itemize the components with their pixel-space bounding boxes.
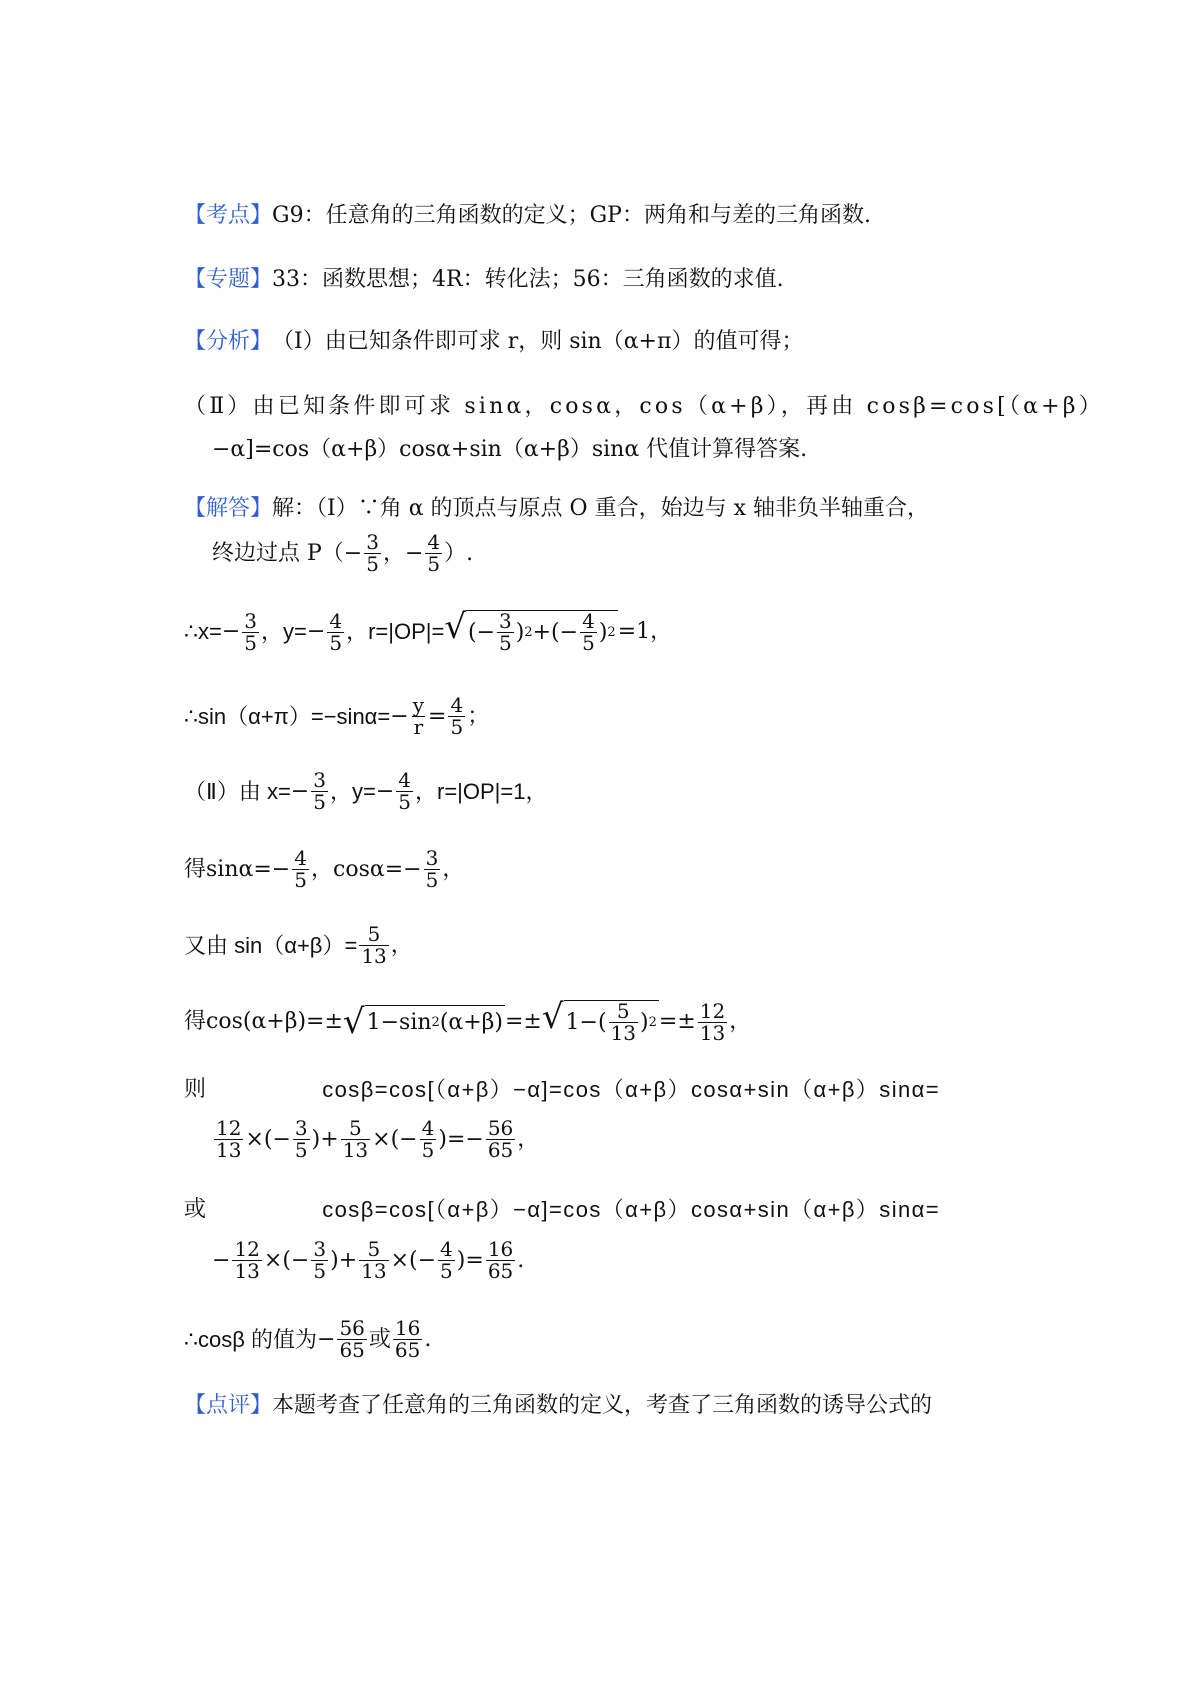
- minus-sign: −: [404, 540, 424, 566]
- text-segment: =−: [384, 856, 422, 882]
- text-segment: ): [598, 619, 608, 645]
- radical-sign: √: [342, 1002, 365, 1042]
- denominator: 5: [366, 552, 379, 576]
- minus-sign: −: [375, 778, 395, 804]
- denominator: 65: [487, 1138, 514, 1162]
- text-segment: 终边过点 P（: [212, 540, 344, 566]
- text-segment: ，: [517, 1126, 540, 1152]
- numerator: 3: [313, 1237, 327, 1261]
- text-segment: +(−: [532, 619, 579, 645]
- times-sign: ×: [245, 1126, 264, 1152]
- denominator: 13: [699, 1020, 726, 1045]
- fraction: [337, 1318, 366, 1361]
- minus-sign: −: [317, 1326, 336, 1352]
- fraction: [580, 611, 597, 654]
- numerator: 5: [349, 1116, 362, 1140]
- jieda-tag: 【解答】: [184, 496, 273, 521]
- denominator: 13: [610, 1021, 637, 1045]
- fenxi-text-1: （Ⅰ）由已知条件即可求 r，则 sin（α+π）的值可得；: [272, 329, 804, 354]
- jieda-line-8: [184, 997, 752, 1045]
- numerator: 56: [487, 1116, 514, 1140]
- exponent: 2: [431, 1015, 440, 1030]
- exponent: 2: [607, 625, 616, 640]
- text-segment: ，y=: [261, 619, 307, 644]
- numerator: 3: [499, 609, 512, 633]
- radical-sign: √: [541, 997, 564, 1037]
- kaodian-tag: 【考点】: [184, 203, 273, 228]
- fenxi-line-3: [212, 439, 807, 461]
- radical-sign: √: [444, 607, 466, 647]
- text-segment: ；: [467, 703, 490, 729]
- fraction: [698, 998, 727, 1045]
- denominator: 5: [427, 552, 441, 576]
- jieda-line-11: [184, 1318, 431, 1361]
- exponent: 2: [524, 625, 533, 640]
- denominator: 13: [361, 944, 387, 968]
- numerator: 4: [440, 1237, 453, 1261]
- denominator: 65: [339, 1338, 365, 1362]
- text-segment: =−: [446, 1126, 484, 1152]
- numerator: 5: [367, 1237, 381, 1261]
- text-segment: ，r=|OP|=: [346, 619, 445, 644]
- text-segment: ∴cosβ 的值为: [184, 1326, 317, 1352]
- text-segment: ): [640, 1009, 649, 1035]
- text-segment: ，: [390, 932, 413, 958]
- text-segment: ): [311, 1126, 321, 1152]
- text-segment: =1，: [617, 619, 673, 644]
- text-segment: 则: [184, 1077, 207, 1102]
- fraction: [232, 1239, 261, 1282]
- fraction: [393, 1318, 422, 1361]
- fraction: [311, 1239, 328, 1282]
- square-root: [342, 1002, 505, 1042]
- kaodian-text: G9：任意角的三角函数的定义；GP：两角和与差的三角函数.: [272, 203, 871, 228]
- fraction: [292, 848, 309, 891]
- numerator: 3: [425, 846, 439, 870]
- text-segment: ）.: [444, 540, 474, 566]
- times-sign: ×: [390, 1247, 410, 1273]
- denominator: 13: [234, 1259, 260, 1283]
- minus-sign: −: [343, 540, 363, 566]
- jieda-line-4: [184, 695, 489, 738]
- square-root: [541, 997, 659, 1045]
- denominator: 5: [421, 1138, 435, 1162]
- fraction: [448, 695, 465, 738]
- denominator: 5: [582, 631, 595, 655]
- numerator: 16: [487, 1237, 514, 1261]
- text-segment: cos(α+β)=±: [206, 1009, 343, 1034]
- numerator: 16: [394, 1316, 421, 1340]
- text-segment: 1−sin: [366, 1009, 432, 1035]
- jieda-line-3: [184, 607, 673, 655]
- denominator: 5: [244, 630, 258, 655]
- text-segment: (−: [263, 1126, 291, 1152]
- square-root: [444, 607, 617, 655]
- kaodian-line: [184, 205, 871, 227]
- denominator: 5: [294, 868, 307, 892]
- text-segment: .: [517, 1247, 525, 1273]
- text-segment: ∴sin（α+π）=−sinα=: [184, 703, 391, 729]
- numerator: 3: [313, 768, 326, 792]
- jieda-line-9b: [212, 1118, 539, 1161]
- radicand: [564, 1000, 659, 1044]
- jieda-line-10: [184, 1199, 940, 1221]
- jieda-line-2: [212, 532, 473, 575]
- denominator: 13: [342, 1138, 369, 1162]
- zhuanti-line: [184, 269, 784, 291]
- fraction: [327, 608, 344, 655]
- fraction: [396, 770, 413, 813]
- minus-sign: −: [221, 619, 241, 644]
- numerator: 4: [421, 1116, 435, 1140]
- denominator: 5: [499, 631, 512, 655]
- denominator: 5: [440, 1259, 453, 1283]
- fraction: [438, 1239, 455, 1282]
- denominator: 5: [313, 1259, 327, 1283]
- numerator: 3: [366, 530, 379, 554]
- jieda-text-1: 解：（Ⅰ）∵角 α 的顶点与原点 O 重合，始边与 x 轴非负半轴重合，: [272, 496, 929, 521]
- text-segment: ，: [310, 856, 333, 882]
- numerator: 4: [294, 846, 307, 870]
- text-segment: 得: [184, 856, 207, 882]
- numerator: 12: [234, 1237, 260, 1261]
- numerator: 3: [294, 1116, 308, 1140]
- fraction: [311, 770, 328, 813]
- text-segment: ，y=: [329, 778, 376, 804]
- text-segment: ，: [382, 540, 405, 566]
- numerator: 3: [244, 608, 258, 633]
- text-segment: ，r=|OP|=1，: [415, 778, 548, 804]
- text-segment: cosβ=cos[（α+β）−α]=cos（α+β）cosα+sin（α+β）sinα=: [322, 1197, 940, 1222]
- denominator: 5: [398, 790, 411, 814]
- text-segment: sinα: [206, 856, 254, 882]
- fenxi-text-3: −α]=cos（α+β）cosα+sin（α+β）sinα 代值计算得答案.: [212, 437, 808, 462]
- fraction: [411, 695, 426, 738]
- text-segment: ): [438, 1126, 447, 1152]
- fraction: [359, 1239, 388, 1282]
- radicand: [466, 610, 618, 654]
- text-segment: ，: [442, 856, 465, 882]
- jieda-line-1: [184, 498, 929, 520]
- fraction: [242, 608, 259, 655]
- fraction: [497, 611, 514, 654]
- text-segment: 又由 sin（α+β）=: [184, 932, 358, 958]
- fraction: [486, 1239, 515, 1282]
- times-sign: ×: [372, 1126, 391, 1152]
- dianping-line: [184, 1395, 932, 1417]
- text-segment: =−: [253, 856, 291, 882]
- fraction: [359, 924, 388, 967]
- radicand: [365, 1005, 505, 1039]
- denominator: 5: [313, 790, 326, 814]
- zhuanti-text: 33：函数思想；4R：转化法；56：三角函数的求值.: [272, 267, 784, 292]
- text-segment: ): [330, 1247, 339, 1273]
- denominator: 5: [329, 630, 343, 655]
- denominator: 65: [487, 1259, 514, 1283]
- text-segment: 得: [184, 1009, 207, 1034]
- numerator: 4: [398, 768, 411, 792]
- fraction: [341, 1118, 370, 1161]
- text-segment: 1−(: [565, 1009, 607, 1035]
- text-segment: (−: [390, 1126, 418, 1152]
- plus-sign: +: [320, 1126, 339, 1152]
- numerator: 4: [582, 609, 595, 633]
- numerator: 5: [616, 999, 630, 1023]
- minus-sign: −: [306, 619, 326, 644]
- minus-sign: −: [212, 1247, 231, 1273]
- text-segment: (−: [282, 1247, 310, 1273]
- numerator: 4: [427, 530, 441, 554]
- denominator: r: [413, 715, 424, 739]
- fraction: [214, 1118, 243, 1161]
- text-segment: ): [515, 619, 525, 645]
- text-segment: =: [465, 1247, 484, 1273]
- exponent: 2: [648, 1015, 657, 1030]
- denominator: 5: [294, 1138, 308, 1162]
- jieda-line-7: [184, 924, 413, 967]
- fenxi-line-2: [184, 394, 1104, 419]
- zhuanti-tag: 【专题】: [184, 267, 273, 292]
- minus-sign: −: [290, 778, 310, 804]
- denominator: 13: [361, 1259, 387, 1283]
- denominator: 65: [394, 1338, 421, 1362]
- text-segment: ): [456, 1247, 466, 1273]
- numerator: 12: [216, 1116, 242, 1140]
- text-segment: =: [428, 703, 447, 729]
- jieda-line-6: [184, 848, 464, 891]
- jieda-line-10b: [212, 1239, 524, 1282]
- fraction: [425, 532, 442, 575]
- fenxi-text-2: （Ⅱ）由已知条件即可求 sinα，cosα，cos（α+β），再由 cosβ=cos[（α+β）: [184, 394, 1104, 419]
- text-segment: 或: [368, 1326, 391, 1352]
- fraction: [420, 1118, 437, 1161]
- denominator: 5: [450, 715, 464, 739]
- jieda-line-9: [184, 1079, 940, 1101]
- text-segment: ，: [729, 1009, 752, 1034]
- numerator: y: [412, 693, 425, 717]
- dianping-tag: 【点评】: [184, 1393, 273, 1418]
- text-segment: cosβ=cos[（α+β）−α]=cos（α+β）cosα+sin（α+β）sinα=: [322, 1077, 940, 1102]
- numerator: 4: [450, 693, 464, 717]
- text-segment: =±: [505, 1009, 542, 1034]
- text-segment: （Ⅱ）由 x=: [184, 778, 291, 804]
- numerator: 12: [699, 998, 726, 1023]
- denominator: 13: [216, 1138, 242, 1162]
- text-segment: =±: [658, 1009, 696, 1034]
- text-segment: .: [424, 1326, 432, 1352]
- text-segment: (α+β): [439, 1009, 503, 1035]
- text-segment: ∴x=: [184, 619, 222, 644]
- numerator: 5: [367, 922, 381, 946]
- fraction: [364, 532, 381, 575]
- plus-sign: +: [338, 1247, 358, 1273]
- numerator: 56: [339, 1316, 365, 1340]
- numerator: 4: [329, 608, 343, 633]
- text-segment: cosα: [333, 856, 385, 882]
- fraction: [424, 848, 441, 891]
- minus-sign: −: [390, 703, 409, 729]
- fenxi-tag: 【分析】: [184, 329, 273, 354]
- text-segment: (−: [409, 1247, 437, 1273]
- fraction: [609, 1001, 638, 1044]
- fraction: [486, 1118, 515, 1161]
- text-segment: 或: [184, 1197, 207, 1222]
- text-segment: (−: [467, 619, 496, 645]
- jieda-line-5: [184, 770, 547, 813]
- fraction: [293, 1118, 310, 1161]
- times-sign: ×: [263, 1247, 283, 1273]
- fenxi-line-1: [184, 331, 803, 353]
- dianping-text: 本题考查了任意角的三角函数的定义，考查了三角函数的诱导公式的: [272, 1393, 933, 1418]
- denominator: 5: [425, 868, 439, 892]
